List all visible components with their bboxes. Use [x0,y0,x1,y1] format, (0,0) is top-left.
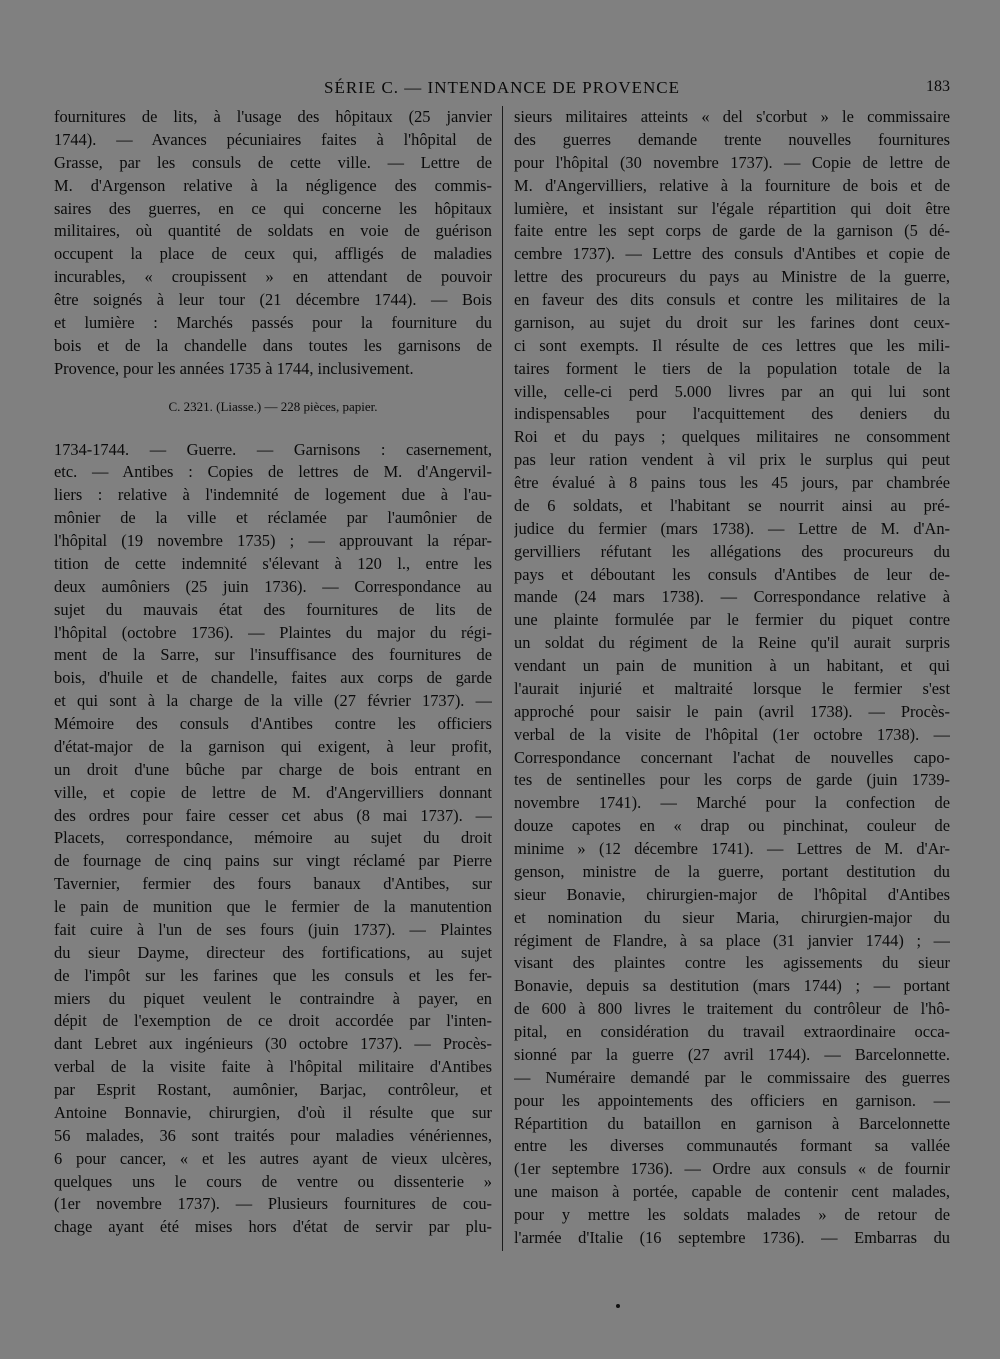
text-line: Provence, pour les années 1735 à 1744, inclusivement. [54,358,414,378]
text-line: de 600 à 800 livres le traitement du contrôleur de l'hô- [514,999,950,1019]
text-line: tes de sentinelles pour les corps de garde (juin 1739- [514,770,950,790]
text-line: une plainte formulée par le fermier du piquet contre [514,610,950,630]
text-line: de l'impôt sur les farines que les consuls et les fer- [54,965,492,985]
text-line: minime » (12 décembre 1741). — Lettres de M. d'Ar- [514,839,950,858]
text-line: Répartition du bataillon en garnison à Barcelonnette [514,1113,950,1133]
text-line: douze capotes en « drap ou pinchinat, couleur de [514,816,950,836]
text-line: par Esprit Rostant, aumônier, Barjac, contrôleur, et [54,1080,492,1099]
text-line: ville, celle-ci perd 5.000 livres par an qui lui sont [514,381,950,401]
text-line: M. d'Argenson relative à la négligence des commis- [54,175,492,195]
text-line: sujet du mauvais état des fournitures de lits de [54,599,492,619]
left-column [54,106,492,1239]
text-line: (1er novembre 1737). — Plusieurs fournitures de cou- [54,1194,492,1214]
text-line: verbal de la visite de l'hôpital (1er octobre 1738). — [514,724,950,744]
text-line: — Numéraire demandé par le commissaire des guerres [514,1067,950,1087]
text-line: militaires, où quantité de soldats en voie de guérison [54,221,492,241]
text-line: sionné par la guerre (27 avril 1744). — Barcelonnette. [514,1044,950,1064]
text-line: sieur Bonavie, chirurgien-major de l'hôpital d'Antibes [514,884,950,904]
text-line: ment de la Sarre, sur l'insuffisance des fournitures de [54,645,492,665]
text-line: et qui sont à la charge de la ville (27 février 1737). — [54,691,492,711]
page-number: 183 [926,78,950,95]
text-line: Placets, correspondance, mémoire au sujet du droit [54,828,492,848]
text-line: pour y mettre les soldats malades » de retour de [514,1205,950,1224]
text-line: judice du fermier (mars 1738). — Lettre de M. d'An- [514,518,950,538]
text-line: 1744). — Avances pécuniaires faites à l'hôpital de [54,129,492,149]
text-line: en faveur des dits consuls et contre les militaires de la [514,290,950,309]
text-line: mônier de la ville et réclamée par l'aumônier de [54,508,492,528]
text-line: pas leur ration vendent à vil prix le surplus qui peut [514,450,950,470]
text-line: de 6 soldats, et l'habitant se nourrit ainsi au pré- [514,495,950,515]
text-line: un droit d'une bûche par charge de bois entrant en [54,759,492,779]
text-line: d'état-major de la garnison qui exigent, à leur profit, [54,736,492,756]
text-line: bois, d'huile et de chandelle, faites aux corps de garde [54,668,492,688]
text-line: le pain de munition que le fermier de la manutention [54,897,492,916]
text-line: miers du piquet veulent le contraindre à payer, en [54,988,492,1008]
text-line: et lumière : Marchés passés pour la fourniture du [54,312,492,332]
text-line: être évalué à 8 pains tous les 45 jours, par chambrée [514,473,950,492]
text-line: l'aurait injurié et maltraité lorsque le fermier s'est [514,678,950,698]
text-line: Antoine Bonnavie, chirurgien, d'où il résulte que sur [54,1102,492,1122]
text-line: être soignés à leur tour (21 décembre 1744). — Bois [54,290,492,309]
text-line: entre les diverses communautés formant sa vallée [514,1136,950,1156]
text-line: l'hôpital (octobre 1736). — Plaintes du major du régi- [54,622,492,642]
text-line: pays et déboutant les consuls d'Antibes de leur de- [514,564,950,584]
text-line: indispensables pour l'acquittement des deniers du [514,404,950,424]
text-line: lumière, et insistant sur l'égale répartition qui doit être [514,198,950,218]
text-line: ci sont exempts. Il résulte de ces lettres que les mili- [514,335,950,355]
text-line: des ordres pour faire cesser cet abus (8 mai 1737). — [54,805,492,825]
text-line: quelques uns le cours de ventre ou dissenterie » [54,1171,492,1191]
text-line: visant des plaintes contre les agissements du sieur [514,953,950,973]
text-line: cembre 1737). — Lettre des consuls d'Antibes et copie de [514,244,950,264]
text-line: mande (24 mars 1738). — Correspondance relative à [514,587,950,607]
text-line: l'armée d'Italie (16 septembre 1736). — Embarras du [514,1227,950,1247]
text-line: et nomination du sieur Maria, chirurgien-major du [514,907,950,927]
text-line: saires des guerres, en ce qui concerne les hôpitaux [54,198,492,218]
text-line: M. d'Angervilliers, relative à la fourniture de bois et de [514,175,950,195]
text-line: liers : relative à l'indemnité de logement due à l'au- [54,485,492,505]
text-line: taires forment le tiers de la population totale de la [514,358,950,378]
left-column-first-entry [54,106,492,381]
page-header [54,78,950,102]
text-line: Tavernier, fermier des fours banaux d'Antibes, sur [54,874,492,894]
text-line: 6 pour cancer, « et les autres ayant de vieux ulcères, [54,1148,492,1168]
text-line: dant Lebret aux ingénieurs (30 octobre 1737). — Procès- [54,1034,492,1054]
text-line: bois et de la chandelle dans toutes les garnisons de [54,335,492,355]
text-line: genson, ministre de la guerre, portant destitution du [514,861,950,881]
text-line: pour les appointements des officiers en garnison. — [514,1090,950,1110]
text-line: Mémoire des consuls d'Antibes contre les officiers [54,714,492,733]
text-line: 1734-1744. — Guerre. — Garnisons : casernement, [54,439,492,459]
text-line: novembre 1741). — Marché pour la confection de [514,793,950,813]
text-line: gervilliers réfutant les allégations des procureurs du [514,541,950,561]
text-line: vendant un pain de munition à un habitant, et qui [514,656,950,675]
text-line: 56 malades, 36 sont traités pour maladies vénériennes, [54,1125,492,1145]
text-line: etc. — Antibes : Copies de lettres de M. d'Angervil- [54,462,492,482]
text-line: de fournage de cinq pains sur vingt réclamé par Pierre [54,851,492,871]
text-line: (1er septembre 1736). — Ordre aux consuls « de fournir [514,1159,950,1179]
right-column [514,106,950,1250]
archive-call-number: C. 2321. (Liasse.) — 228 pièces, papier. [168,398,378,414]
text-line: Correspondance concernant l'achat de nouvelles capo- [514,747,950,767]
text-line: Bonavie, depuis sa destitution (mars 1744) ; — portant [514,976,950,996]
text-line: Roi et du pays ; quelques militaires ne consomment [514,427,950,447]
column-divider [502,106,503,1251]
text-line: deux aumôniers (25 juin 1736). — Correspondance au [54,576,492,596]
text-line: une maison à portée, capable de contenir cent malades, [514,1182,950,1202]
text-line: incurables, « croupissent » en attendant de pouvoir [54,267,492,287]
text-line: régiment de Flandre, à sa place (31 janvier 1744) ; — [514,930,950,950]
right-column-text [514,106,950,1250]
text-line: occupent la place de ceux qui, affligés de maladies [54,244,492,264]
text-line: ville, et copie de lettre de M. d'Angervilliers donnant [54,782,492,802]
text-line: fait cuire à l'un de ses fours (juin 1737). — Plaintes [54,919,492,939]
text-line: faite entre les sept corps de garde de la garnison (5 dé- [514,221,950,241]
text-line: du sieur Dayme, directeur des fortifications, au sujet [54,942,492,962]
text-line: Grasse, par les consuls de cette ville. — Lettre de [54,152,492,172]
text-line: approché pour saisir le pain (avril 1738). — Procès- [514,701,950,721]
text-line: pour l'hôpital (30 novembre 1737). — Copie de lettre de [514,152,950,172]
text-line: un soldat du régiment de la Reine qu'il aurait surpris [514,633,950,653]
text-line: des guerres demande trente nouvelles fournitures [514,129,950,149]
text-line: sieurs militaires atteints « del s'corbut » le commissaire [514,107,950,126]
text-line: verbal de la visite faite à l'hôpital militaire d'Antibes [54,1057,492,1077]
page-mark [616,1304,620,1308]
running-title: SÉRIE C. — INTENDANCE DE PROVENCE [324,78,680,97]
text-line: chage ayant été mises hors d'état de servir par plu- [54,1217,492,1237]
text-line: garnison, au sujet du droit sur les farines dont ceux- [514,312,950,332]
text-line: lettre des procureurs du pays au Ministre de la guerre, [514,267,950,287]
text-line: tition de cette indemnité s'élevant à 120 l., entre les [54,553,492,573]
text-line: pital, en considération du travail extraordinaire occa- [514,1022,950,1041]
left-column-second-entry [54,439,492,1240]
text-line: fournitures de lits, à l'usage des hôpitaux (25 janvier [54,107,492,126]
text-line: dépit de l'exemption de ce droit accordée par l'inten- [54,1011,492,1031]
text-line: l'hôpital (19 novembre 1735) ; — approuvant la répar- [54,531,492,550]
